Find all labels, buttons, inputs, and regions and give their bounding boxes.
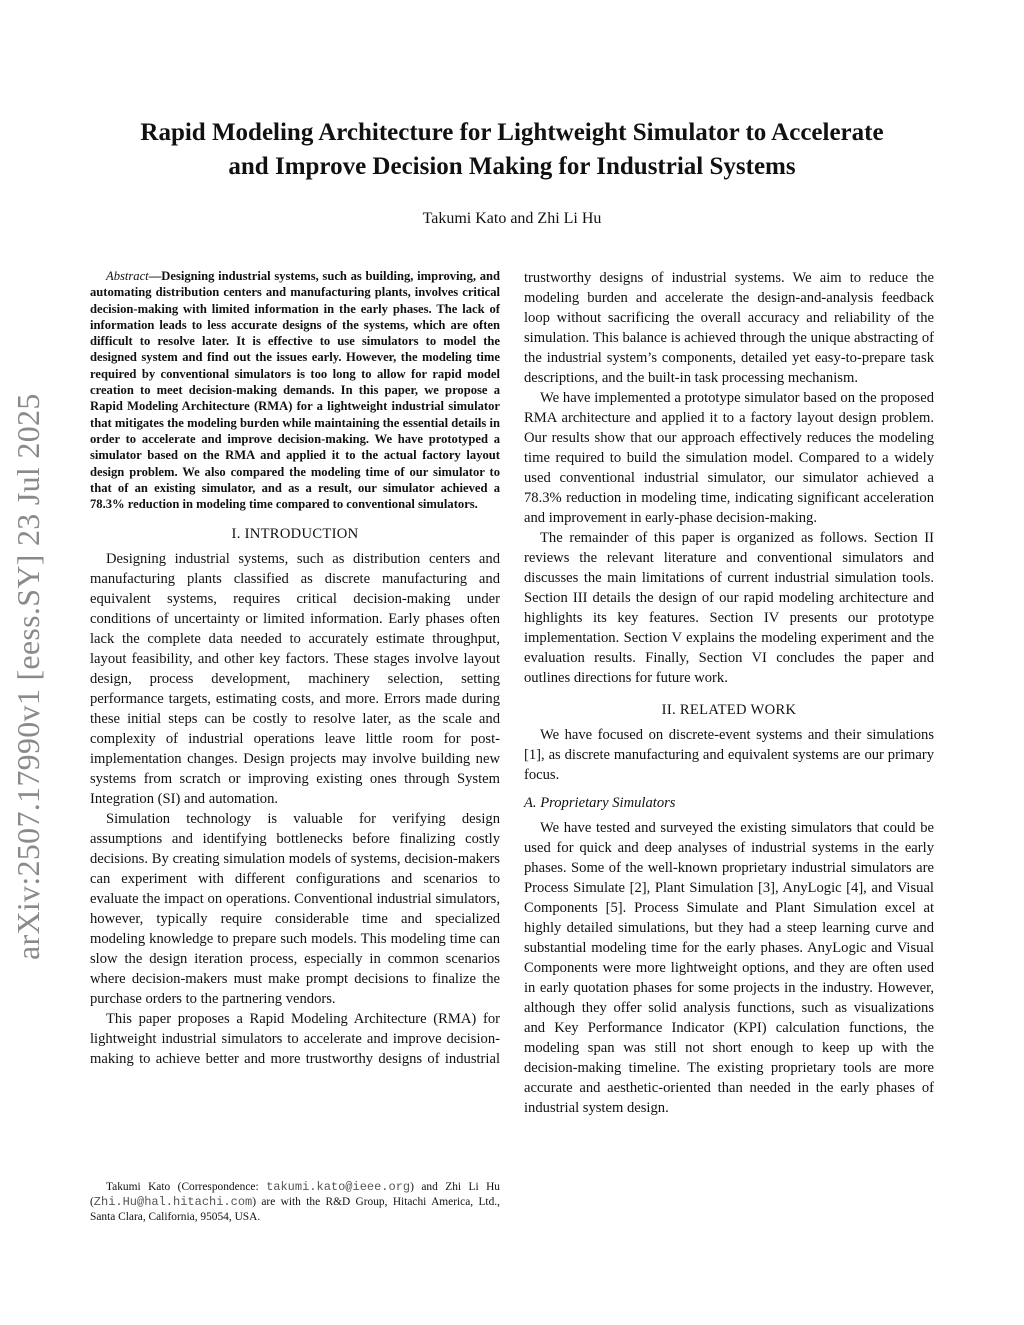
title-line-1: Rapid Modeling Architecture for Lightweight Simulator to Accelerate — [140, 119, 884, 146]
email-link-zhi[interactable]: Zhi.Hu@hal.hitachi.com — [93, 1195, 253, 1209]
intro-paragraph-1: Designing industrial systems, such as distribution centers and manufacturing plants classified as discrete manufacturing and equivalent systems, requires critical decision-making under conditions of uncertainty or limited information. Early phases often lack the complete data needed to accurately estimate throughput, layout feasibility, and other key factors. These stages involve layout design, process development, machinery selection, setting performance targets, estimating costs, and more. Errors made during these initial steps can be costly to resolve later, as the scale and complexity of industrial operations leave little room for post-implementation changes. Design projects may involve building new systems from scratch or improving existing ones through System Integration (SI) and automation. — [90, 551, 500, 808]
email-link-takumi[interactable]: takumi.kato@ieee.org — [266, 1180, 411, 1194]
intro-paragraph-5: The remainder of this paper is organized as follows. Section II reviews the relevant literature and conventional simulators and discusses the main limitations of current industrial simulation tools. Section III details the design of our rapid modeling architecture and highlights its key features. Section IV presents our prototype implementation. Section V explains the modeling experiment and the evaluation results. Finally, Section VI concludes the paper and outlines directions for future work. — [524, 530, 934, 686]
related-paragraph-1: We have focused on discrete-event systems and their simulations [1], as discrete manufacturing and equivalent systems are our primary focus. — [524, 727, 934, 783]
intro-paragraph-3-continued: trustworthy designs of industrial systems. We aim to reduce the modeling burden and accelerate the design-and-analysis feedback loop without sacrificing the overall accuracy and reliability of the simulation. This balance is achieved through the unique abstracting of the industrial system’s components, detailed yet easy-to-prepare task descriptions, and the built-in task processing mechanism. — [524, 270, 934, 386]
left-column — [90, 268, 500, 1069]
footnote-text-3: ) are with the R&D Group, Hitachi America, Ltd., Santa Clara, California, 95054, USA. — [90, 1196, 500, 1223]
intro-paragraph-4: We have implemented a prototype simulator based on the proposed RMA architecture and applied it to a factory layout design problem. Our results show that our approach effectively reduces the modeling time required to build the simulation model. Compared to a widely used conventional industrial simulator, our simulator achieved a 78.3% reduction in modeling time, indicating significant acceleration and improvement in early-phase decision-making. — [524, 390, 934, 526]
proprietary-simulators-paragraph: We have tested and surveyed the existing simulators that could be used for quick and deep analyses of industrial systems in the early phases. Some of the well-known proprietary industrial simulators are Process Simulate [2], Plant Simulation [3], AnyLogic [4], and Visual Components [5]. Process Simulate and Plant Simulation excel at highly detailed simulations, but they had a steep learning curve and substantial modeling time for the early phases. AnyLogic and Visual Components were more lightweight options, and they are often used in early quotation phases for some projects in the industry. However, although they offer solid analysis functions, such as visualizations and Key Performance Indicator (KPI) calculation functions, the modeling span was still not short enough to keep up with the decision-making timeline. The existing proprietary tools are more accurate and aesthetic-oriented than needed in the early phases of industrial system design. — [524, 820, 934, 1116]
intro-paragraph-2: Simulation technology is valuable for verifying design assumptions and identifying bottlenecks before finalizing costly decisions. By creating simulation models of systems, decision-makers can experiment with different configurations and scenarios to evaluate the impact on operations. Conventional industrial simulators, however, typically require considerable time and specialized modeling knowledge to prepare such models. This modeling time can slow the design iteration process, especially in common scenarios where decision-makers must make prompt decisions to finalize the purchase orders to the partnering vendors. — [90, 811, 500, 1008]
abstract-dash: — — [148, 269, 162, 283]
abstract-text: Designing industrial systems, such as building, improving, and automating distribution centers and manufacturing plants, involves critical decision-making with limited information in the early phases. The lack of information leads to less accurate designs of the systems, which are often difficult to resolve later. It is effective to use simulators to model the designed system and find out the issues early. However, the modeling time required by conventional simulators is too long to allow for rapid model creation to meet decision-making demands. In this paper, we propose a Rapid Modeling Architecture (RMA) for a lightweight industrial simulator that mitigates the modeling burden while maintaining the essential details in order to accelerate and improve decision-making. We have prototyped a simulator based on the RMA and applied it to the actual factory layout design problem. We also compared the modeling time of our simulator to that of an existing simulator, and as a result, our simulator achieved a 78.3% reduction in modeling time compared to conventional simulators. — [90, 269, 500, 512]
author-list: Takumi Kato and Zhi Li Hu — [422, 210, 602, 227]
paper-title — [60, 116, 964, 184]
abstract — [90, 268, 500, 512]
footnote-text-1: Takumi Kato (Correspondence: — [106, 1181, 267, 1193]
abstract-label: Abstract — [106, 269, 149, 283]
section-heading-related-work: II. RELATED WORK — [661, 702, 797, 718]
title-line-2: and Improve Decision Making for Industrial Systems — [228, 153, 796, 180]
right-column — [524, 268, 934, 1118]
author-affiliation-footnote — [90, 1180, 500, 1225]
intro-paragraph-3: This paper proposes a Rapid Modeling Architecture (RMA) for lightweight industrial simulators to accelerate and improve decision-making to achieve better and more trustworthy designs of industrial — [90, 1011, 500, 1068]
footnote-text-2: ) and Zhi Li Hu ( — [90, 1181, 500, 1208]
section-heading-introduction: I. INTRODUCTION — [231, 526, 359, 543]
subsection-heading-proprietary-simulators: A. Proprietary Simulators — [524, 795, 676, 811]
arxiv-identifier-stamp: arXiv:2507.17990v1 [eess.SY] 23 Jul 2025 — [10, 393, 46, 960]
